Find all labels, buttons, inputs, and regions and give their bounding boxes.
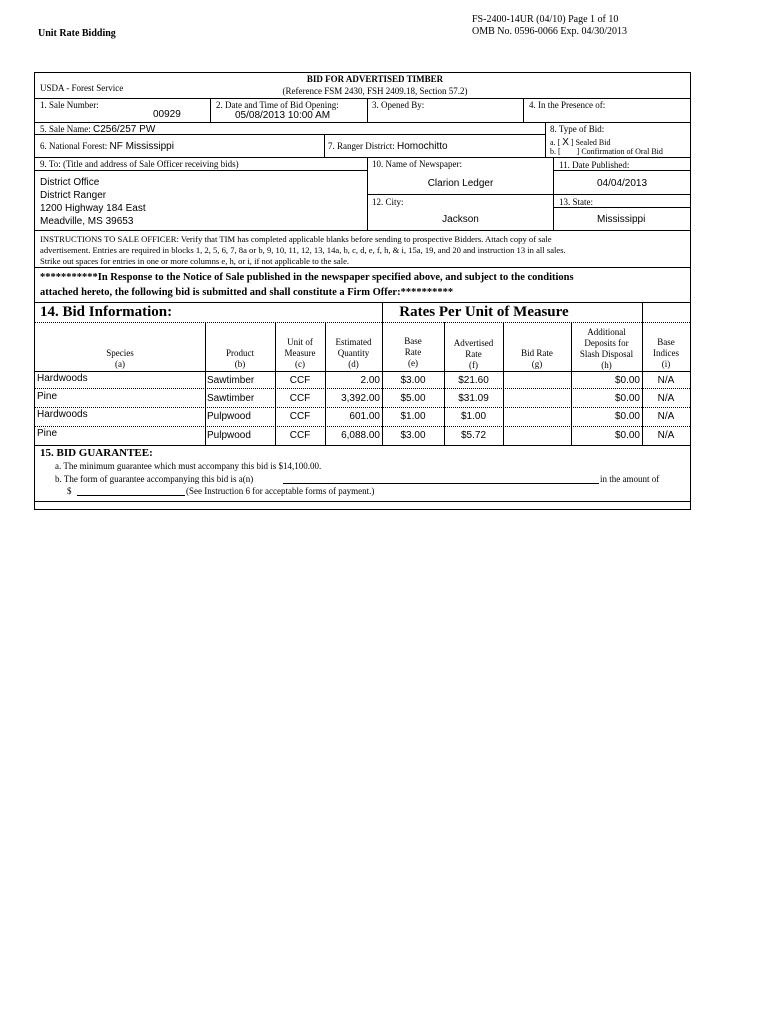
in-amount-label: in the amount of xyxy=(600,474,660,484)
row1-species[interactable]: Hardwoods xyxy=(37,373,88,384)
row4-unit[interactable]: CCF xyxy=(289,430,311,441)
ranger-district-label: 7. Ranger District: Homochitto xyxy=(328,141,448,152)
omb-number: OMB No. 0596-0066 Exp. 04/30/2013 xyxy=(472,26,627,37)
sale-name-label: 5. Sale Name: C256/257 PW xyxy=(40,124,156,135)
row4-quantity[interactable]: 6,088.00 xyxy=(341,430,380,441)
row3-indices[interactable]: N/A xyxy=(657,411,675,422)
row4-base-rate[interactable]: $3.00 xyxy=(400,430,426,441)
row1-advertised-rate[interactable]: $21.60 xyxy=(458,375,489,386)
row3-base-rate[interactable]: $1.00 xyxy=(400,411,426,422)
sale-name-field[interactable]: C256/257 PW xyxy=(93,124,156,135)
row3-species[interactable]: Hardwoods xyxy=(37,409,88,420)
row4-product[interactable]: Pulpwood xyxy=(207,430,251,441)
guarantee-form-label: b. The form of guarantee accompanying this bid is a(n) xyxy=(55,474,254,484)
bid-form xyxy=(34,72,691,510)
rates-title: Rates Per Unit of Measure xyxy=(399,304,569,320)
sealed-bid-option[interactable]: a. [ X ] Sealed Bid xyxy=(550,137,611,148)
row3-advertised-rate[interactable]: $1.00 xyxy=(460,411,487,422)
oral-bid-option[interactable]: b. [ ] Confirmation of Oral Bid xyxy=(550,147,663,156)
sale-number-field[interactable]: 00929 xyxy=(153,109,181,120)
national-forest-label: 6. National Forest: NF Mississippi xyxy=(40,141,174,152)
firm-offer-statement: ***********In Response to the Notice of Sale published in the newspaper specified above, and subject to the conditions attached hereto, the following bid is submitted and shall constitute a Firm Offer:********** xyxy=(40,272,574,298)
guarantee-amount-field[interactable] xyxy=(77,486,185,496)
national-forest-field[interactable]: NF Mississippi xyxy=(109,141,174,152)
state-field[interactable]: Mississippi xyxy=(597,214,646,225)
row3-quantity[interactable]: 601.00 xyxy=(349,411,380,422)
col-bid-rate: Bid Rate (g) xyxy=(521,348,553,369)
col-species: Species (a) xyxy=(106,348,134,369)
form-heading: BID FOR ADVERTISED TIMBER xyxy=(306,74,444,84)
row2-unit[interactable]: CCF xyxy=(289,393,311,404)
bid-opening-field[interactable]: 05/08/2013 10:00 AM xyxy=(235,110,331,121)
bid-guarantee-title: 15. BID GUARANTEE: xyxy=(40,447,153,459)
row4-species[interactable]: Pine xyxy=(37,428,58,439)
row4-advertised-rate[interactable]: $5.72 xyxy=(460,430,487,441)
ranger-district-field[interactable]: Homochitto xyxy=(397,141,448,152)
page-title: Unit Rate Bidding xyxy=(38,28,116,39)
row1-base-rate[interactable]: $3.00 xyxy=(400,375,426,386)
col-deposits: Additional Deposits for Slash Disposal (h) xyxy=(579,327,634,370)
instructions: INSTRUCTIONS TO SALE OFFICER: Verify that TIM has completed applicable blanks before sending to prospective Bidders. Attach copy of sale advertisement. Entries are required in blocks 1, 2, 5, 6, 7, 8a or b, 9, 10, 11, 12, 13, 14a, b, c, d, e, f, h, & i, 15a, 19, and 20 and instruction 13 in all sales. Strike out spaces for entries in one or more columns e, h, or i, if not applicable to the sale. xyxy=(40,234,566,266)
type-of-bid-label: 8. Type of Bid: xyxy=(550,124,605,134)
col-indices: Base Indices (i) xyxy=(653,337,679,369)
row4-indices[interactable]: N/A xyxy=(657,430,675,441)
row3-deposits[interactable]: $0.00 xyxy=(614,411,640,422)
sealed-bid-checkbox[interactable]: X xyxy=(562,137,569,148)
bid-opening-label: 2. Date and Time of Bid Opening: xyxy=(216,100,339,110)
newspaper-field[interactable]: Clarion Ledger xyxy=(427,178,494,189)
row3-unit[interactable]: CCF xyxy=(289,411,311,422)
row2-product[interactable]: Sawtimber xyxy=(207,393,255,404)
row2-species[interactable]: Pine xyxy=(37,391,58,402)
date-published-label: 11. Date Published: xyxy=(559,160,630,170)
row4-deposits[interactable]: $0.00 xyxy=(614,430,640,441)
row2-indices[interactable]: N/A xyxy=(657,393,675,404)
city-label: 12. City: xyxy=(372,197,404,207)
row1-unit[interactable]: CCF xyxy=(289,375,311,386)
agency: USDA - Forest Service xyxy=(40,83,124,93)
row1-quantity[interactable]: 2.00 xyxy=(360,375,380,386)
sale-officer-address[interactable]: District Office District Ranger 1200 Highway 184 East Meadville, MS 39653 xyxy=(40,177,146,227)
row2-base-rate[interactable]: $5.00 xyxy=(400,393,426,404)
col-unit: Unit of Measure (c) xyxy=(284,337,316,369)
row2-advertised-rate[interactable]: $31.09 xyxy=(458,393,489,404)
newspaper-label: 10. Name of Newspaper: xyxy=(372,159,462,169)
col-advertised-rate: Advertised Rate (f) xyxy=(453,338,494,370)
bid-info-title: 14. Bid Information: xyxy=(40,304,173,320)
dollar-sign: $ xyxy=(67,486,72,496)
row3-product[interactable]: Pulpwood xyxy=(207,411,251,422)
city-field[interactable]: Jackson xyxy=(442,214,479,225)
col-quantity: Estimated Quantity (d) xyxy=(335,337,372,369)
opened-by-label: 3. Opened By: xyxy=(372,100,425,110)
payment-instruction: (See Instruction 6 for acceptable forms of payment.) xyxy=(186,486,375,496)
state-label: 13. State: xyxy=(559,197,593,207)
form-reference: (Reference FSM 2430, FSH 2409.18, Section 57.2) xyxy=(282,86,468,96)
form-number: FS-2400-14UR (04/10) Page 1 of 10 xyxy=(472,14,619,25)
col-base-rate: Base Rate (e) xyxy=(404,336,422,368)
row1-deposits[interactable]: $0.00 xyxy=(614,375,640,386)
min-guarantee-text: a. The minimum guarantee which must accompany this bid is $14,100.00. xyxy=(55,461,322,471)
row2-quantity[interactable]: 3,392.00 xyxy=(341,393,380,404)
guarantee-form-field[interactable] xyxy=(283,474,599,484)
sale-number-label: 1. Sale Number: xyxy=(40,100,99,110)
row2-deposits[interactable]: $0.00 xyxy=(614,393,640,404)
presence-label: 4. In the Presence of: xyxy=(529,100,606,110)
form-identifier xyxy=(472,14,627,38)
row1-product[interactable]: Sawtimber xyxy=(207,375,255,386)
date-published-field[interactable]: 04/04/2013 xyxy=(597,178,648,189)
row1-indices[interactable]: N/A xyxy=(657,375,675,386)
col-product: Product (b) xyxy=(226,348,254,369)
to-label: 9. To: (Title and address of Sale Officer receiving bids) xyxy=(40,159,239,169)
